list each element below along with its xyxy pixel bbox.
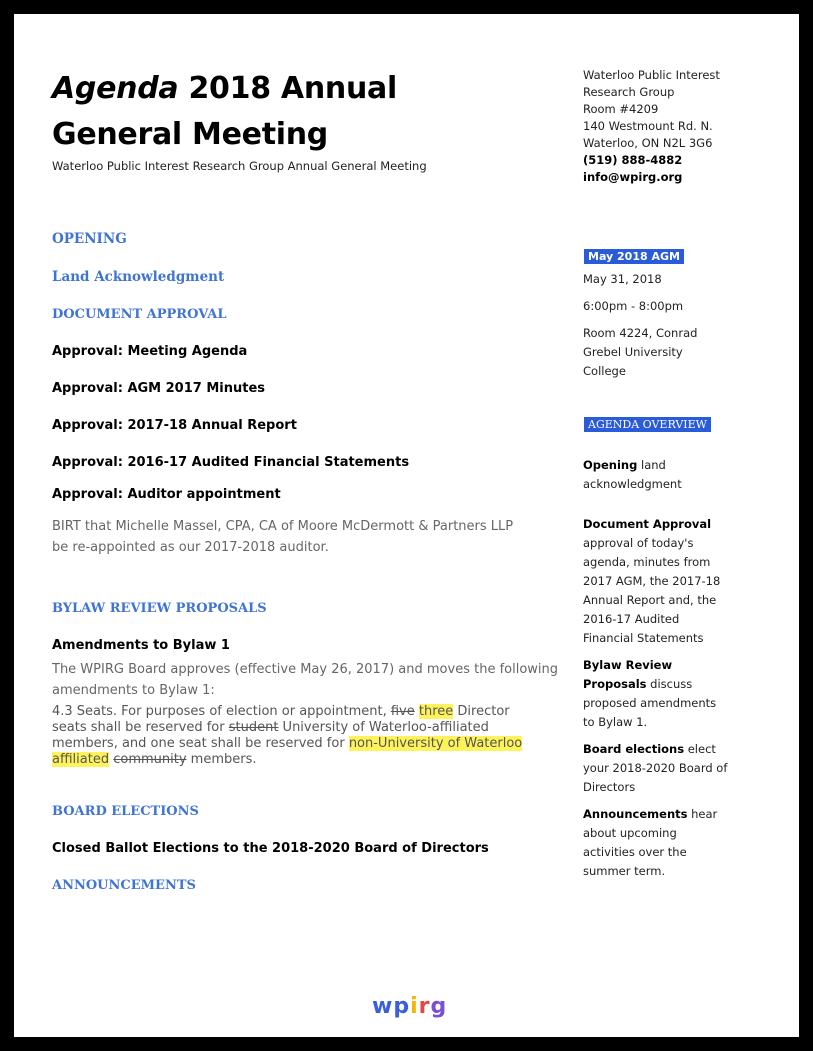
birt-line: be re-appointed as our 2017-2018 auditor. [52, 540, 329, 555]
page-subtitle: Waterloo Public Interest Research Group Annual General Meeting [52, 159, 427, 173]
overview-bylaw [583, 656, 716, 732]
title-italic: Agenda [52, 71, 179, 106]
meeting-location [583, 324, 697, 381]
title-line1: 2018 Annual [178, 71, 397, 106]
contact-line: Waterloo, ON N2L 3G6 [583, 136, 713, 150]
overview-text: elect [684, 742, 716, 756]
section-board-elections: BOARD ELECTIONS [52, 804, 199, 819]
overview-heading: Announcements [583, 807, 688, 821]
agm-badge: May 2018 AGM [584, 249, 684, 264]
section-announcements: ANNOUNCEMENTS [52, 878, 196, 893]
logo-letter: p [393, 994, 411, 1019]
overview-text: summer term. [583, 864, 666, 878]
section-land-acknowledgment: Land Acknowledgment [52, 269, 225, 285]
meeting-date: May 31, 2018 [583, 272, 662, 286]
highlighted-text: three [418, 704, 454, 719]
proposal-text: Director [453, 704, 510, 719]
agenda-overview-badge: AGENDA OVERVIEW [584, 417, 711, 432]
agenda-item-approval-auditor: Approval: Auditor appointment [52, 487, 281, 502]
highlighted-text: affiliated [52, 752, 110, 767]
overview-heading: Bylaw Review [583, 658, 673, 672]
overview-text: Annual Report and, the [583, 593, 717, 607]
overview-text: to Bylaw 1. [583, 715, 648, 729]
location-line: Room 4224, Conrad [583, 326, 698, 340]
page-title [52, 66, 397, 158]
amendment-line: The WPIRG Board approves (effective May 26, 2017) and moves the following [52, 662, 559, 677]
section-opening: OPENING [52, 231, 127, 247]
contact-line: 140 Westmount Rd. N. [583, 119, 713, 133]
birt-line: BIRT that Michelle Massel, CPA, CA of Moore McDermott & Partners LLP [52, 519, 514, 534]
overview-board [583, 740, 727, 797]
agenda-item-approval-agenda: Approval: Meeting Agenda [52, 344, 248, 359]
struck-text: five [390, 704, 415, 719]
overview-text: your 2018-2020 Board of [583, 761, 728, 775]
overview-text: about upcoming [583, 826, 677, 840]
contact-line: Room #4209 [583, 102, 659, 116]
contact-line: Waterloo Public Interest [583, 68, 720, 82]
overview-text: hear [687, 807, 718, 821]
logo-letter: w [372, 994, 394, 1019]
logo-letter: r [418, 994, 431, 1019]
overview-text: proposed amendments [583, 696, 717, 710]
proposal-text: seats shall be reserved for [52, 720, 229, 735]
agenda-item-approval-report: Approval: 2017-18 Annual Report [52, 418, 297, 433]
overview-text: discuss [646, 677, 693, 691]
contact-email[interactable]: info@wpirg.org [583, 170, 683, 184]
highlighted-text: non-University of Waterloo [348, 736, 523, 751]
overview-text: approval of today's [583, 536, 694, 550]
agenda-item-approval-minutes: Approval: AGM 2017 Minutes [52, 381, 266, 396]
section-document-approval: DOCUMENT APPROVAL [52, 307, 227, 322]
proposal-text: 4.3 Seats. For purposes of election or appointment, [52, 704, 391, 719]
document-page [14, 14, 799, 1037]
proposal-text: members. [186, 752, 257, 767]
contact-block [583, 67, 720, 186]
overview-text: agenda, minutes from [583, 555, 711, 569]
overview-text: 2016-17 Audited [583, 612, 680, 626]
proposal-text: University of Waterloo-affiliated [278, 720, 489, 735]
overview-announcements [583, 805, 717, 881]
logo-letter: i [410, 994, 419, 1019]
location-line: Grebel University [583, 345, 683, 359]
overview-heading: Board elections [583, 742, 685, 756]
struck-text: student [228, 720, 279, 735]
logo-letter: g [430, 994, 448, 1019]
birt-motion [52, 516, 513, 558]
overview-text: land [637, 458, 666, 472]
agenda-item-amendments: Amendments to Bylaw 1 [52, 638, 230, 653]
agenda-item-approval-financials: Approval: 2016-17 Audited Financial Statements [52, 455, 410, 470]
overview-heading: Document Approval [583, 517, 712, 531]
overview-heading: Opening [583, 458, 638, 472]
bylaw-proposal-text [52, 704, 522, 768]
struck-text: community [113, 752, 187, 767]
amendment-intro [52, 659, 558, 701]
location-line: College [583, 364, 626, 378]
overview-text: 2017 AGM, the 2017-18 [583, 574, 721, 588]
contact-phone: (519) 888-4882 [583, 153, 683, 167]
overview-text: Directors [583, 780, 636, 794]
overview-text: acknowledgment [583, 477, 682, 491]
title-line2: General Meeting [52, 117, 328, 152]
overview-opening [583, 456, 682, 494]
agenda-item-closed-ballot: Closed Ballot Elections to the 2018-2020 Board of Directors [52, 841, 489, 856]
overview-text: activities over the [583, 845, 687, 859]
amendment-line: amendments to Bylaw 1: [52, 683, 215, 698]
overview-document-approval [583, 515, 720, 648]
wpirg-logo [372, 994, 447, 1019]
contact-line: Research Group [583, 85, 675, 99]
section-bylaw-review: BYLAW REVIEW PROPOSALS [52, 601, 267, 616]
meeting-time: 6:00pm - 8:00pm [583, 299, 684, 313]
overview-text: Financial Statements [583, 631, 704, 645]
overview-heading: Proposals [583, 677, 647, 691]
proposal-text: members, and one seat shall be reserved for [52, 736, 349, 751]
